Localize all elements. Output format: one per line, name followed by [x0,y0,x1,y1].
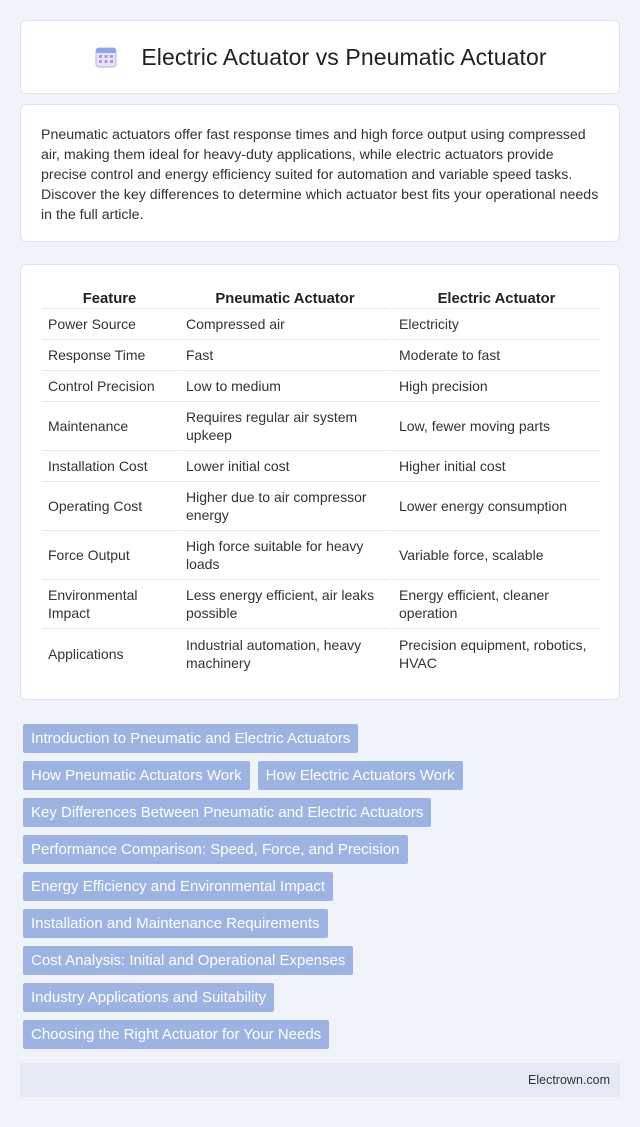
table-cell: Lower energy consumption [390,482,600,531]
page-title: Electric Actuator vs Pneumatic Actuator [141,43,547,70]
table-row [42,402,600,451]
toc-link-industry-applications[interactable]: Industry Applications and Suitability [23,983,274,1012]
footer-site-name: Electrown.com [528,1073,610,1087]
table-cell: Precision equipment, robotics, HVAC [390,629,600,678]
toc-link-performance[interactable]: Performance Comparison: Speed, Force, and Precision [23,835,408,864]
table-of-contents [23,724,623,1057]
table-cell: Response Time [42,340,177,371]
table-cell: Low to medium [177,371,390,402]
table-cell: High force suitable for heavy loads [177,531,390,580]
intro-card [20,104,620,242]
table-cell: Less energy efficient, air leaks possible [177,580,390,629]
toc-link-how-pneumatic-work[interactable]: How Pneumatic Actuators Work [23,761,250,790]
calendar-grid-icon [93,44,119,70]
table-cell: Fast [177,340,390,371]
header-electric: Electric Actuator [390,283,600,309]
table-cell: High precision [390,371,600,402]
table-cell: Environmental Impact [42,580,177,629]
table-cell: Control Precision [42,371,177,402]
title-card [20,20,620,94]
table-cell: Industrial automation, heavy machinery [177,629,390,678]
table-row [42,531,600,580]
table-row [42,371,600,402]
table-cell: Installation Cost [42,451,177,482]
toc-link-introduction[interactable]: Introduction to Pneumatic and Electric Actuators [23,724,358,753]
table-cell: Electricity [390,309,600,340]
comparison-table-card [20,264,620,700]
comparison-table [42,283,600,678]
table-cell: Low, fewer moving parts [390,402,600,451]
table-cell: Higher due to air compressor energy [177,482,390,531]
table-cell: Operating Cost [42,482,177,531]
table-row [42,580,600,629]
header-feature: Feature [42,283,177,309]
table-cell: Power Source [42,309,177,340]
table-cell: Force Output [42,531,177,580]
table-cell: Requires regular air system upkeep [177,402,390,451]
table-cell: Maintenance [42,402,177,451]
table-cell: Variable force, scalable [390,531,600,580]
table-header-row [42,283,600,309]
toc-link-installation-maintenance[interactable]: Installation and Maintenance Requirements [23,909,328,938]
table-cell: Energy efficient, cleaner operation [390,580,600,629]
toc-link-energy-efficiency[interactable]: Energy Efficiency and Environmental Impact [23,872,333,901]
table-cell: Moderate to fast [390,340,600,371]
footer [20,1063,620,1097]
table-row [42,482,600,531]
intro-text: Pneumatic actuators offer fast response times and high force output using compressed air, making them ideal for heavy-duty applications, while electric actuators provide precise control and energy efficiency suited for automation and variable speed tasks. Discover the key differences to determine which actuator best fits your operational needs in the full article. [41,127,599,223]
table-cell: Compressed air [177,309,390,340]
toc-link-key-differences[interactable]: Key Differences Between Pneumatic and Electric Actuators [23,798,431,827]
table-cell: Higher initial cost [390,451,600,482]
table-row [42,451,600,482]
toc-link-cost-analysis[interactable]: Cost Analysis: Initial and Operational Expenses [23,946,353,975]
table-row [42,340,600,371]
table-row [42,309,600,340]
toc-link-how-electric-work[interactable]: How Electric Actuators Work [258,761,463,790]
table-cell: Lower initial cost [177,451,390,482]
toc-link-choosing-actuator[interactable]: Choosing the Right Actuator for Your Needs [23,1020,329,1049]
table-row [42,629,600,678]
table-cell: Applications [48,645,124,662]
header-pneumatic: Pneumatic Actuator [177,283,390,309]
